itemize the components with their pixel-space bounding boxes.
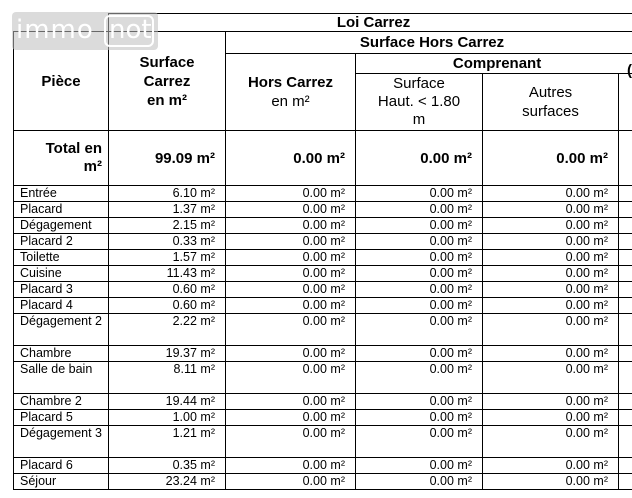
carrez-value: 1.00 m² xyxy=(109,410,226,426)
autres-line2: surfaces xyxy=(522,103,579,120)
hors-carrez-line2: en m² xyxy=(271,93,310,110)
hors-carrez-value: 0.00 m² xyxy=(226,250,356,266)
row-edge-cell xyxy=(619,458,632,474)
hors-carrez-value: 0.00 m² xyxy=(226,426,356,458)
surface-carrez-line2: Carrez xyxy=(143,72,191,90)
hors-carrez-value: 0.00 m² xyxy=(226,266,356,282)
hors-carrez-line1: Hors Carrez xyxy=(247,74,334,91)
surface-haut-value: 0.00 m² xyxy=(356,458,483,474)
room-name: Dégagement 2 xyxy=(14,314,109,346)
surface-haut-value: 0.00 m² xyxy=(356,346,483,362)
piece-header: Pièce xyxy=(14,32,109,131)
autres-value: 0.00 m² xyxy=(483,218,619,234)
surface-haut-line1: Surface xyxy=(393,75,445,92)
row-edge-cell xyxy=(619,298,632,314)
table-row xyxy=(14,298,632,314)
table-row xyxy=(14,458,632,474)
carrez-value: 0.60 m² xyxy=(109,282,226,298)
carrez-value: 2.22 m² xyxy=(109,314,226,346)
loi-carrez-header: Loi Carrez xyxy=(109,14,632,32)
logo-text-not: not xyxy=(109,15,152,45)
table-row xyxy=(14,250,632,266)
autres-value: 0.00 m² xyxy=(483,298,619,314)
autres-value: 0.00 m² xyxy=(483,234,619,250)
total-row xyxy=(14,131,632,186)
room-name: Placard 6 xyxy=(14,458,109,474)
row-edge-cell xyxy=(619,410,632,426)
table-row xyxy=(14,346,632,362)
carrez-value: 1.21 m² xyxy=(109,426,226,458)
room-name: Cuisine xyxy=(14,266,109,282)
total-carrez: 99.09 m² xyxy=(109,131,226,186)
hors-carrez-value: 0.00 m² xyxy=(226,410,356,426)
row-edge-cell xyxy=(619,394,632,410)
hors-carrez-header xyxy=(226,54,356,131)
total-hors-carrez: 0.00 m² xyxy=(226,131,356,186)
autres-line1: Autres xyxy=(528,84,573,101)
table-row xyxy=(14,266,632,282)
surface-haut-line2: Haut. < 1.80 xyxy=(377,93,461,110)
row-edge-cell xyxy=(619,314,632,346)
room-name: Placard 5 xyxy=(14,410,109,426)
table-row xyxy=(14,202,632,218)
carrez-value: 19.44 m² xyxy=(109,394,226,410)
autres-value: 0.00 m² xyxy=(483,202,619,218)
total-surface-haut: 0.00 m² xyxy=(356,131,483,186)
surface-haut-value: 0.00 m² xyxy=(356,218,483,234)
row-edge-cell xyxy=(619,266,632,282)
table-row xyxy=(14,282,632,298)
surface-haut-value: 0.00 m² xyxy=(356,474,483,490)
row-edge-cell xyxy=(619,282,632,298)
total-autres: 0.00 m² xyxy=(483,131,619,186)
table-row xyxy=(14,362,632,394)
surface-carrez-line1: Surface xyxy=(139,53,195,71)
room-name: Toilette xyxy=(14,250,109,266)
autres-value: 0.00 m² xyxy=(483,410,619,426)
autres-value: 0.00 m² xyxy=(483,474,619,490)
surface-haut-line3: m xyxy=(412,111,426,128)
surface-haut-header xyxy=(356,74,483,131)
carrez-value: 0.35 m² xyxy=(109,458,226,474)
immonot-watermark-logo xyxy=(12,12,158,50)
carrez-value: 11.43 m² xyxy=(109,266,226,282)
hors-carrez-value: 0.00 m² xyxy=(226,362,356,394)
surface-haut-value: 0.00 m² xyxy=(356,314,483,346)
room-name: Chambre 2 xyxy=(14,394,109,410)
hors-carrez-value: 0.00 m² xyxy=(226,346,356,362)
room-name: Entrée xyxy=(14,186,109,202)
surface-haut-value: 0.00 m² xyxy=(356,298,483,314)
surface-carrez-line3: en m² xyxy=(146,91,187,109)
comprenant-header: Comprenant xyxy=(356,54,632,74)
row-edge-cell xyxy=(619,426,632,458)
room-name: Placard 3 xyxy=(14,282,109,298)
surface-haut-value: 0.00 m² xyxy=(356,426,483,458)
carrez-value: 1.57 m² xyxy=(109,250,226,266)
edge-cell xyxy=(619,74,632,131)
autres-value: 0.00 m² xyxy=(483,426,619,458)
surface-haut-value: 0.00 m² xyxy=(356,234,483,250)
table-row xyxy=(14,394,632,410)
carrez-value: 8.11 m² xyxy=(109,362,226,394)
row-edge-cell xyxy=(619,362,632,394)
carrez-value: 0.60 m² xyxy=(109,298,226,314)
table-row xyxy=(14,234,632,250)
surface-haut-value: 0.00 m² xyxy=(356,202,483,218)
table-row xyxy=(14,426,632,458)
total-edge-cell xyxy=(619,131,632,186)
row-edge-cell xyxy=(619,202,632,218)
autres-value: 0.00 m² xyxy=(483,314,619,346)
carrez-value: 23.24 m² xyxy=(109,474,226,490)
surface-haut-value: 0.00 m² xyxy=(356,362,483,394)
room-name: Dégagement xyxy=(14,218,109,234)
room-name: Salle de bain xyxy=(14,362,109,394)
room-name: Placard 2 xyxy=(14,234,109,250)
hors-carrez-value: 0.00 m² xyxy=(226,202,356,218)
surface-hors-carrez-header: Surface Hors Carrez xyxy=(226,32,632,54)
surface-haut-value: 0.00 m² xyxy=(356,410,483,426)
table-row xyxy=(14,410,632,426)
room-name: Séjour xyxy=(14,474,109,490)
hors-carrez-value: 0.00 m² xyxy=(226,474,356,490)
hors-carrez-value: 0.00 m² xyxy=(226,218,356,234)
surface-haut-value: 0.00 m² xyxy=(356,266,483,282)
surface-haut-value: 0.00 m² xyxy=(356,250,483,266)
surface-haut-value: 0.00 m² xyxy=(356,282,483,298)
row-edge-cell xyxy=(619,474,632,490)
carrez-value: 2.15 m² xyxy=(109,218,226,234)
carrez-value: 0.33 m² xyxy=(109,234,226,250)
hors-carrez-value: 0.00 m² xyxy=(226,314,356,346)
surface-haut-value: 0.00 m² xyxy=(356,186,483,202)
room-name: Chambre xyxy=(14,346,109,362)
total-label xyxy=(14,131,109,186)
clipped-header-fragment: ( xyxy=(627,62,632,79)
total-label-line1: Total en xyxy=(45,140,102,157)
autres-value: 0.00 m² xyxy=(483,266,619,282)
surface-haut-value: 0.00 m² xyxy=(356,394,483,410)
row-edge-cell xyxy=(619,218,632,234)
total-label-line2: m² xyxy=(83,158,102,175)
autres-value: 0.00 m² xyxy=(483,458,619,474)
carrez-value: 1.37 m² xyxy=(109,202,226,218)
table-row xyxy=(14,474,632,490)
autres-value: 0.00 m² xyxy=(483,346,619,362)
table-row xyxy=(14,218,632,234)
room-name: Dégagement 3 xyxy=(14,426,109,458)
autres-surfaces-header xyxy=(483,74,619,131)
autres-value: 0.00 m² xyxy=(483,186,619,202)
room-name: Placard xyxy=(14,202,109,218)
table-row xyxy=(14,314,632,346)
table-row xyxy=(14,186,632,202)
hors-carrez-value: 0.00 m² xyxy=(226,298,356,314)
loi-carrez-table xyxy=(13,13,632,490)
row-edge-cell xyxy=(619,346,632,362)
row-edge-cell xyxy=(619,234,632,250)
row-edge-cell xyxy=(619,186,632,202)
room-name: Placard 4 xyxy=(14,298,109,314)
hors-carrez-value: 0.00 m² xyxy=(226,186,356,202)
row-edge-cell xyxy=(619,250,632,266)
carrez-value: 6.10 m² xyxy=(109,186,226,202)
hors-carrez-value: 0.00 m² xyxy=(226,234,356,250)
autres-value: 0.00 m² xyxy=(483,362,619,394)
autres-value: 0.00 m² xyxy=(483,282,619,298)
hors-carrez-value: 0.00 m² xyxy=(226,458,356,474)
hors-carrez-value: 0.00 m² xyxy=(226,282,356,298)
logo-text-immo: immo xyxy=(16,15,94,45)
autres-value: 0.00 m² xyxy=(483,394,619,410)
autres-value: 0.00 m² xyxy=(483,250,619,266)
carrez-value: 19.37 m² xyxy=(109,346,226,362)
hors-carrez-value: 0.00 m² xyxy=(226,394,356,410)
